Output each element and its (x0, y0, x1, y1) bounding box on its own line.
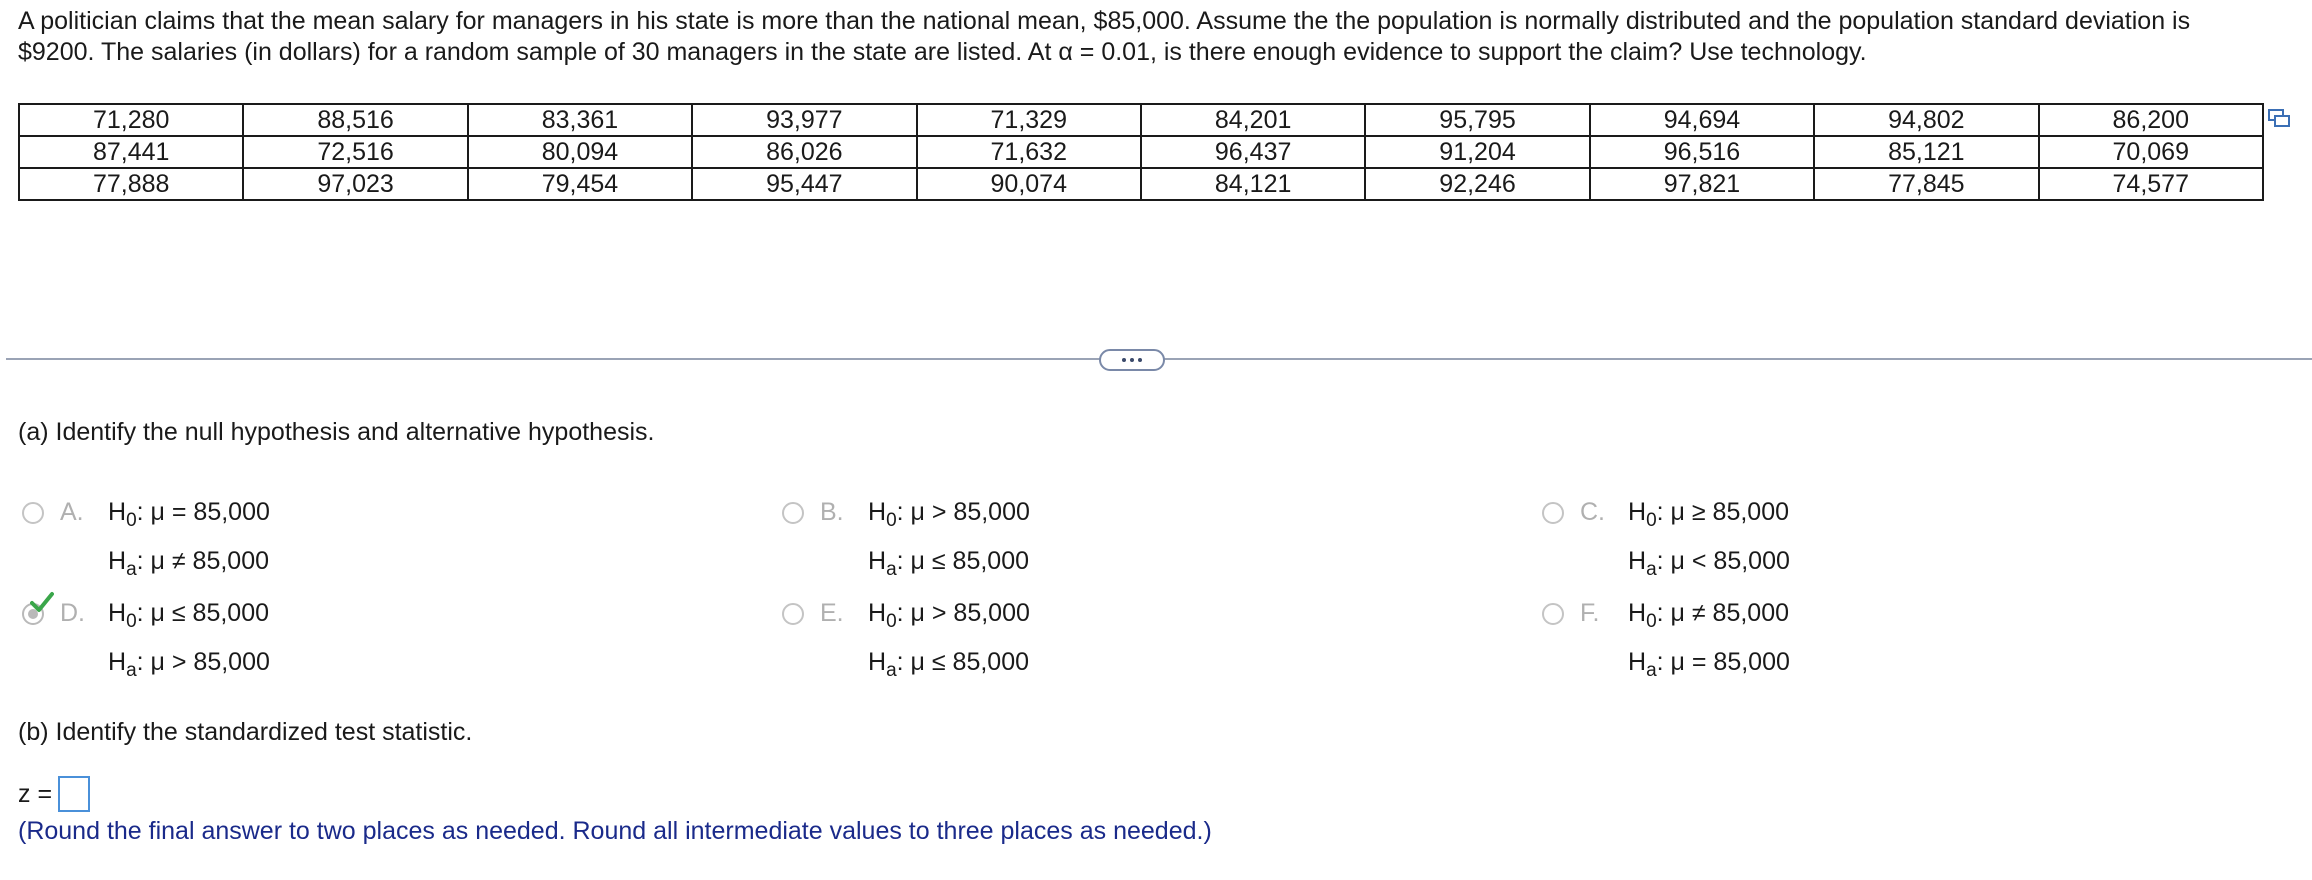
table-cell: 71,329 (917, 104, 1141, 136)
null-hypothesis: $H_0$: μ ≥ 85,000 (1628, 498, 1790, 531)
alt-hypothesis: $H_a$: μ ≤ 85,000 (868, 648, 1030, 681)
table-cell: 96,437 (1141, 136, 1365, 168)
dot-icon (1130, 358, 1134, 362)
table-cell: 94,802 (1814, 104, 2038, 136)
radio-button[interactable] (1542, 603, 1564, 625)
radio-button[interactable] (1542, 502, 1564, 524)
copy-table-icon[interactable] (2268, 109, 2290, 127)
radio-button[interactable] (782, 502, 804, 524)
choice-f[interactable] (1542, 599, 2142, 679)
hypothesis-pair (868, 593, 1030, 691)
table-cell: 90,074 (917, 168, 1141, 200)
question-line-2: $9200. The salaries (in dollars) for a random sample of 30 managers in the state are listed. At α = 0.01, is there enough evidence to support the claim? Use technology. (18, 38, 1867, 66)
table-cell: 95,795 (1365, 104, 1589, 136)
radio-button[interactable] (782, 603, 804, 625)
table-cell: 77,845 (1814, 168, 2038, 200)
hypothesis-pair (108, 492, 270, 590)
choice-letter: E. (820, 599, 844, 627)
choice-e[interactable] (782, 599, 1382, 679)
question-text (18, 6, 2298, 68)
table-cell: 86,026 (692, 136, 916, 168)
choice-c[interactable] (1542, 498, 2142, 578)
question-line-1: A politician claims that the mean salary for managers in his state is more than the national mean, $85,000. Assume the the population is normally distributed and the population standard deviation is (18, 7, 2191, 35)
choice-a[interactable] (22, 498, 622, 578)
dot-icon (1138, 358, 1142, 362)
table-cell: 93,977 (692, 104, 916, 136)
choice-letter: F. (1580, 599, 1600, 627)
hypothesis-pair (868, 492, 1030, 590)
table-row (19, 104, 2263, 136)
table-cell: 72,516 (243, 136, 467, 168)
table-cell: 84,121 (1141, 168, 1365, 200)
table-cell: 94,694 (1590, 104, 1814, 136)
null-hypothesis: $H_0$: μ = 85,000 (108, 498, 270, 531)
table-cell: 71,632 (917, 136, 1141, 168)
table-cell: 79,454 (468, 168, 692, 200)
table-cell: 77,888 (19, 168, 243, 200)
part-b-label: (b) Identify the standardized test statistic. (18, 718, 473, 746)
rounding-note: (Round the final answer to two places as needed. Round all intermediate values to three places as needed.) (18, 817, 1212, 845)
table-cell: 86,200 (2039, 104, 2263, 136)
alt-hypothesis: $H_a$: μ > 85,000 (108, 648, 270, 681)
hypothesis-pair (1628, 492, 1790, 590)
table-cell: 70,069 (2039, 136, 2263, 168)
table-cell: 91,204 (1365, 136, 1589, 168)
table-cell: 96,516 (1590, 136, 1814, 168)
table-cell: 97,821 (1590, 168, 1814, 200)
null-hypothesis: $H_0$: μ > 85,000 (868, 599, 1030, 632)
radio-button[interactable] (22, 502, 44, 524)
table-row (19, 168, 2263, 200)
choice-letter: A. (60, 498, 84, 526)
table-cell: 85,121 (1814, 136, 2038, 168)
alt-hypothesis: $H_a$: μ < 85,000 (1628, 547, 1790, 580)
choice-d[interactable] (22, 599, 622, 679)
null-hypothesis: $H_0$: μ ≤ 85,000 (108, 599, 270, 632)
hypothesis-pair (1628, 593, 1790, 691)
choice-b[interactable] (782, 498, 1382, 578)
table-cell: 95,447 (692, 168, 916, 200)
expand-more-button[interactable] (1099, 349, 1165, 371)
alt-hypothesis: $H_a$: μ = 85,000 (1628, 648, 1790, 681)
table-cell: 97,023 (243, 168, 467, 200)
alt-hypothesis: $H_a$: μ ≠ 85,000 (108, 547, 270, 580)
null-hypothesis: $H_0$: μ > 85,000 (868, 498, 1030, 531)
dot-icon (1122, 358, 1126, 362)
table-cell: 74,577 (2039, 168, 2263, 200)
z-label: z = (18, 779, 53, 808)
salary-data-table (18, 103, 2264, 201)
table-cell: 87,441 (19, 136, 243, 168)
hypothesis-pair (108, 593, 270, 691)
table-cell: 88,516 (243, 104, 467, 136)
table-cell: 71,280 (19, 104, 243, 136)
table-cell: 80,094 (468, 136, 692, 168)
part-a-label: (a) Identify the null hypothesis and alternative hypothesis. (18, 418, 655, 446)
null-hypothesis: $H_0$: μ ≠ 85,000 (1628, 599, 1790, 632)
checkmark-icon (30, 591, 54, 613)
table-cell: 92,246 (1365, 168, 1589, 200)
choice-letter: C. (1580, 498, 1605, 526)
choice-letter: B. (820, 498, 844, 526)
z-answer-input[interactable] (58, 776, 90, 812)
table-cell: 83,361 (468, 104, 692, 136)
alt-hypothesis: $H_a$: μ ≤ 85,000 (868, 547, 1030, 580)
choice-letter: D. (60, 599, 85, 627)
z-answer-row (18, 776, 90, 812)
table-row (19, 136, 2263, 168)
table-cell: 84,201 (1141, 104, 1365, 136)
